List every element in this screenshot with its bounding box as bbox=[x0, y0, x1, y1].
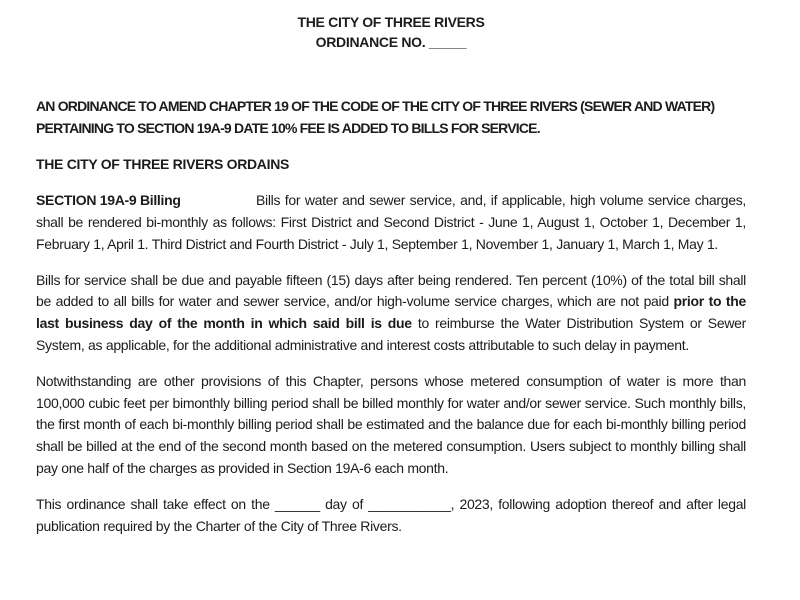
blank-month-line: ___________ bbox=[368, 496, 451, 513]
effective-text-1: This ordinance shall take effect on the bbox=[36, 496, 275, 513]
late-fee-text-2: to reimburse the Water Distribution System or Sewer System, as applicable, for the additional administrative and interest costs attributable to such delay in payment. bbox=[36, 315, 746, 353]
effective-text-2: day of bbox=[319, 496, 369, 513]
ordinance-title-paragraph: AN ORDINANCE TO AMEND CHAPTER 19 OF THE CODE OF THE CITY OF THREE RIVERS (SEWER AND WATER) PERTAINING TO SECTION 19A-9 DATE 10% FEE IS ADDED TO BILLS FOR SERVICE. bbox=[36, 98, 715, 136]
doc-title-line: THE CITY OF THREE RIVERS bbox=[297, 14, 485, 30]
late-fee-text-1: Bills for service shall be due and payable fifteen (15) days after being rendered. Ten percent (10%) of the total bill shall be added to all bills for water and sewer service, and/or high-volume service charges, which are not paid bbox=[36, 271, 746, 310]
late-fee-bold-clause: prior to the last business day of the month in which said bill is due bbox=[36, 293, 746, 332]
ordinance-number-line: ORDINANCE NO. _____ bbox=[315, 34, 467, 50]
section-19a9-paragraph bbox=[36, 190, 746, 255]
effective-text-3: , 2023, following adoption thereof and after legal publication required by the Charter of the City of Three Rivers. bbox=[36, 496, 746, 534]
document-header bbox=[36, 12, 746, 52]
section-body-text: Bills for water and sewer service, and, if applicable, high volume service charges, shall be rendered bi-monthly as follows: First District and Second District - June 1, August 1, October 1, December 1, February 1, April 1. Third District and Fourth District - July 1, September 1, November 1, January 1, March 1, May 1. bbox=[36, 192, 746, 252]
section-heading: SECTION 19A-9 Billing bbox=[36, 192, 181, 209]
effective-date-paragraph bbox=[36, 494, 746, 537]
monthly-billing-paragraph: Notwithstanding are other provisions of this Chapter, persons whose metered consumption of water is more than 100,000 cubic feet per bimonthly billing period shall be billed monthly for water and/or sewer service. Such monthly bills, the first month of each bi-monthly billing period shall be estimated and the balance due for each bi-monthly billing period shall be billed at the end of the second month based on the metered consumption. Users subject to monthly billing shall pay one half of the charges as provided in Section 19A-6 each month. bbox=[36, 373, 746, 476]
late-fee-paragraph bbox=[36, 270, 746, 357]
ordains-line: THE CITY OF THREE RIVERS ORDAINS bbox=[36, 155, 290, 172]
blank-day-line: ______ bbox=[274, 496, 320, 513]
